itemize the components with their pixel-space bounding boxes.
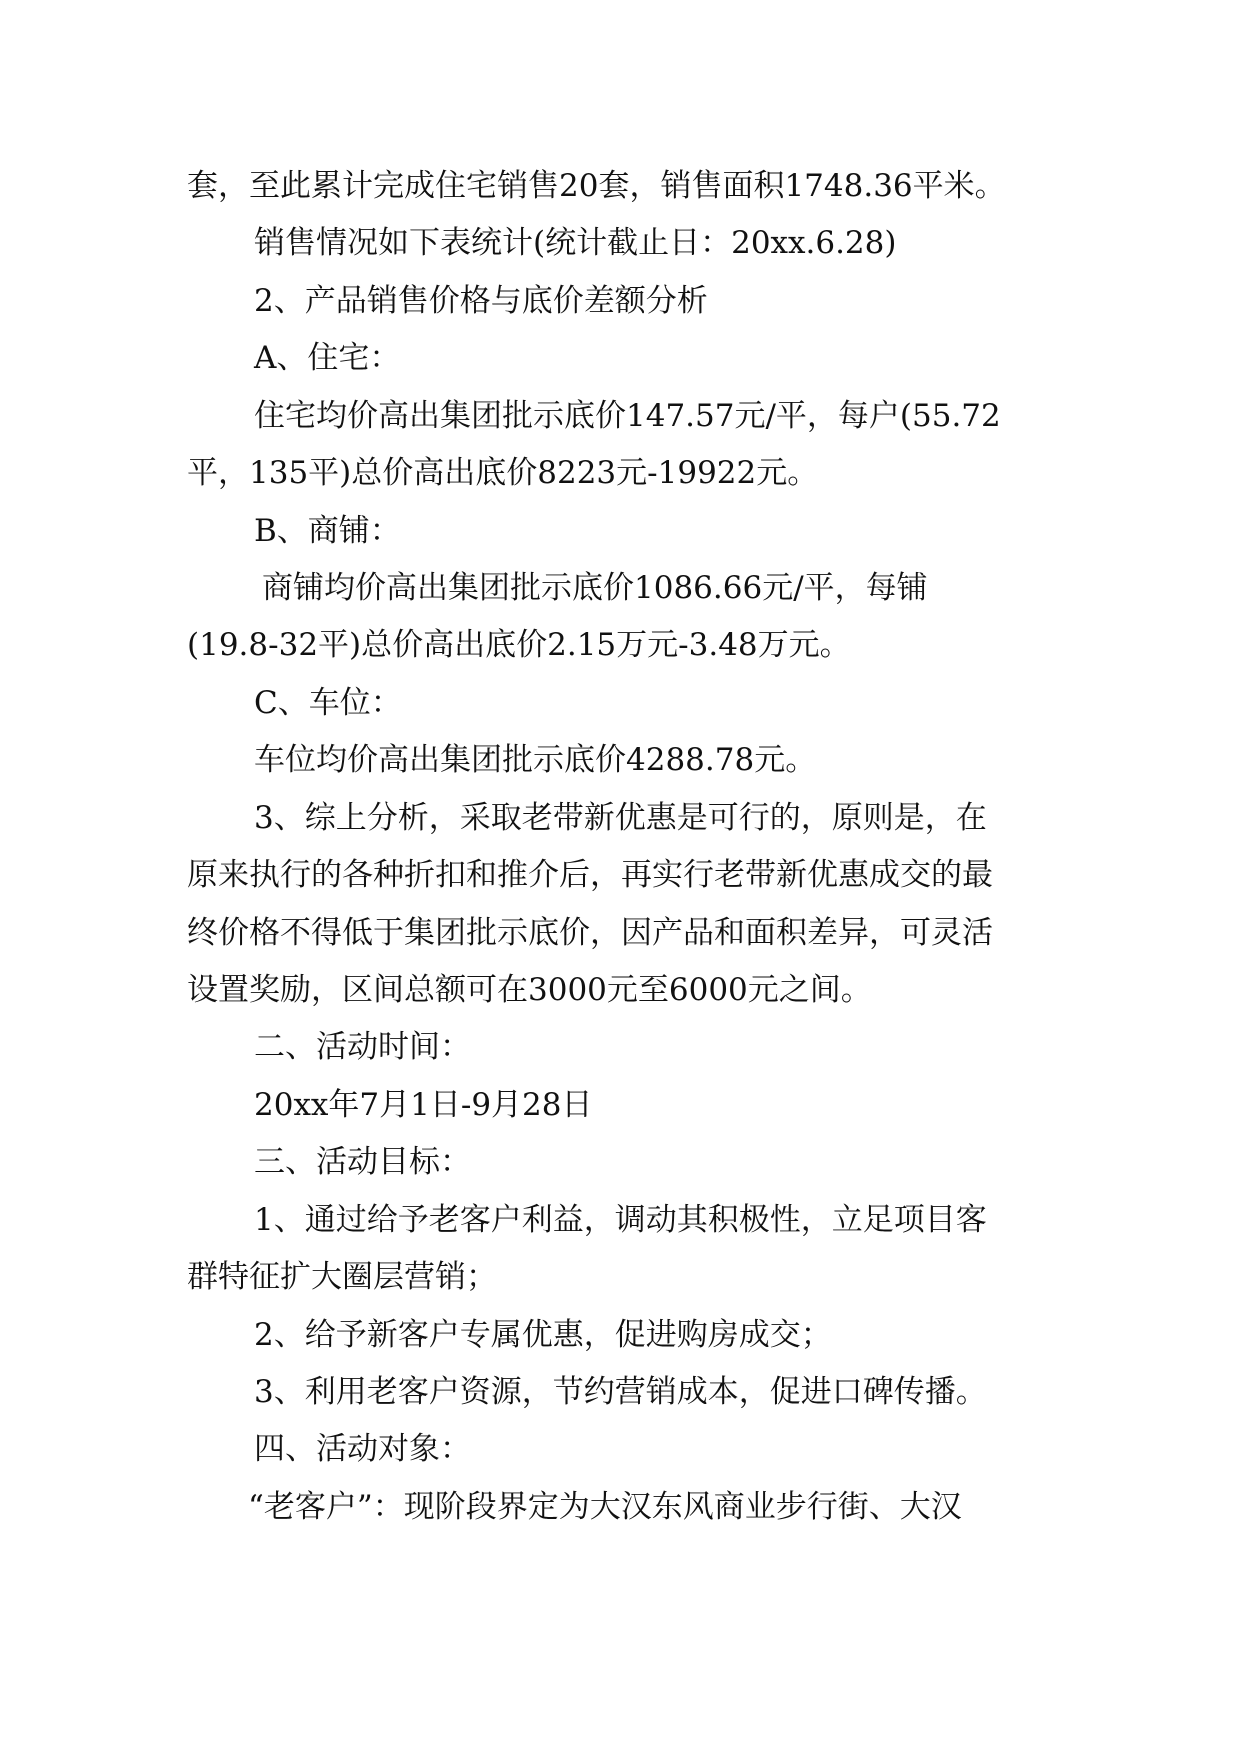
text-line-1: 套，至此累计完成住宅销售20套，销售面积1748.36平米。 (187, 168, 1006, 204)
text-line-5: 住宅均价高出集团批示底价147.57元/平，每户(55.72 (254, 398, 1001, 434)
text-line-20: 群特征扩大圈层营销； (187, 1259, 497, 1295)
text-line-15: 设置奖励，区间总额可在3000元至6000元之间。 (187, 972, 872, 1008)
text-line-3: 2、产品销售价格与底价差额分析 (254, 283, 708, 319)
text-line-7: B、商铺： (254, 513, 401, 549)
text-line-9: (19.8-32平)总价高出底价2.15万元-3.48万元。 (187, 627, 851, 663)
text-line-2: 销售情况如下表统计(统计截止日：20xx.6.28) (254, 225, 897, 261)
text-line-13: 原来执行的各种折扣和推介后，再实行老带新优惠成交的最 (187, 857, 993, 893)
text-line-14: 终价格不得低于集团批示底价，因产品和面积差异，可灵活 (187, 915, 993, 951)
text-line-22: 3、利用老客户资源，节约营销成本，促进口碑传播。 (254, 1374, 987, 1410)
text-line-6: 平，135平)总价高出底价8223元-19922元。 (187, 455, 819, 491)
text-line-21: 2、给予新客户专属优惠，促进购房成交； (254, 1317, 832, 1353)
text-line-12: 3、综上分析，采取老带新优惠是可行的，原则是，在 (254, 800, 987, 836)
text-line-24: “老客户”：现阶段界定为大汉东风商业步行街、大汉 (248, 1489, 962, 1525)
text-line-8: 商铺均价高出集团批示底价1086.66元/平，每铺 (262, 570, 928, 606)
text-line-23: 四、活动对象： (254, 1431, 471, 1467)
text-line-18: 三、活动目标： (254, 1144, 471, 1180)
text-line-19: 1、通过给予老客户利益，调动其积极性，立足项目客 (254, 1202, 987, 1238)
text-line-16: 二、活动时间： (254, 1029, 471, 1065)
text-line-10: C、车位： (254, 685, 402, 721)
text-line-17: 20xx年7月1日-9月28日 (254, 1087, 593, 1123)
text-line-11: 车位均价高出集团批示底价4288.78元。 (254, 742, 817, 778)
text-line-4: A、住宅： (254, 340, 401, 376)
